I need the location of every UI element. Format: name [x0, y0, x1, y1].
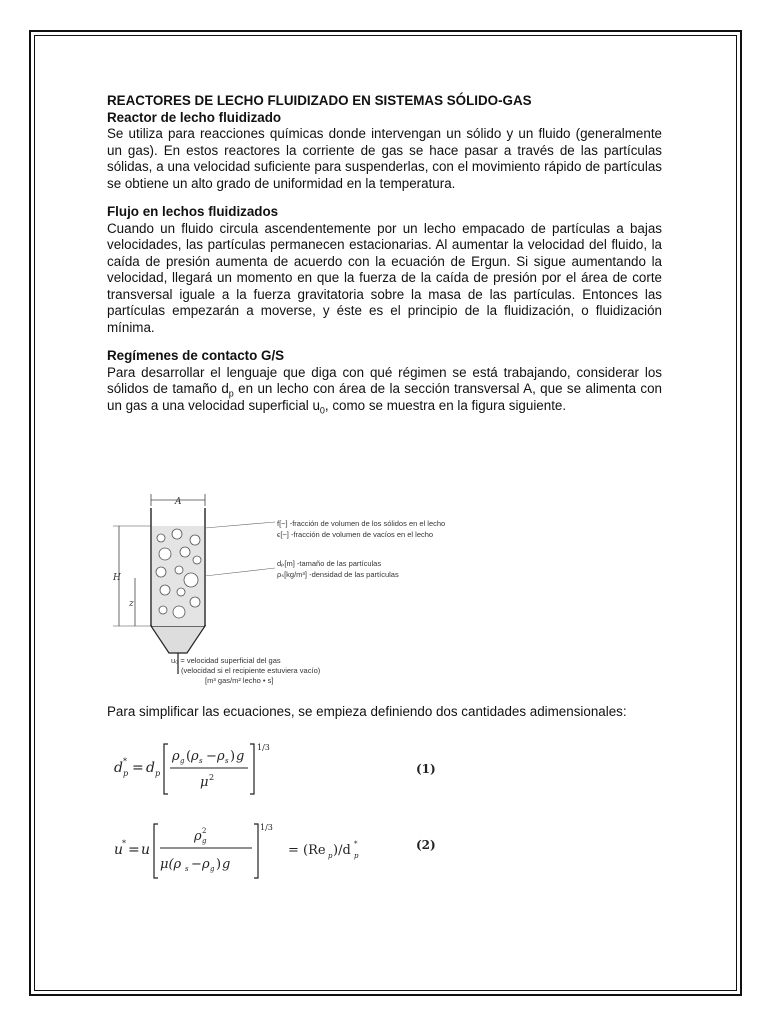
- section-heading-flujo: Flujo en lechos fluidizados: [107, 204, 279, 219]
- svg-text:2: 2: [209, 773, 215, 782]
- equation-2-number: (2): [416, 838, 436, 852]
- eq2-rhs-b: )/d: [333, 843, 351, 858]
- label-H: H: [113, 573, 121, 583]
- svg-text:u: u: [114, 842, 124, 858]
- label-z: z: [129, 599, 134, 609]
- regimenes-text-a: Para desarrollar el lenguaje que diga con qué régimen se está trabajando, considerar los sólidos de tamaño d: [107, 364, 662, 396]
- paragraph-regimenes: [107, 365, 662, 415]
- svg-text:s: s: [225, 757, 229, 765]
- svg-text:*: *: [354, 840, 358, 848]
- label-rho: ρₛ[kg/m³] -densidad de las partículas: [277, 570, 399, 579]
- svg-text:ρ: ρ: [172, 749, 180, 764]
- svg-text:*: *: [122, 839, 126, 848]
- svg-text:g: g: [236, 749, 245, 764]
- svg-text:): ): [216, 857, 222, 872]
- eq1-exponent: 1/3: [257, 743, 270, 752]
- svg-text:=: =: [132, 760, 144, 776]
- paragraph-simplificar: Para simplificar las ecuaciones, se empieza definiendo dos cantidades adimensionales:: [107, 704, 627, 719]
- document-body: [107, 93, 662, 426]
- document-title: REACTORES DE LECHO FLUIDIZADO EN SISTEMAS SÓLIDO-GAS: [107, 93, 532, 108]
- fluidized-bed-figure: [105, 488, 446, 688]
- svg-text:p: p: [354, 852, 359, 860]
- svg-text:ρ: ρ: [194, 829, 202, 844]
- svg-text:d: d: [146, 760, 155, 776]
- svg-text:*: *: [123, 757, 127, 766]
- svg-text:(: (: [186, 749, 192, 764]
- svg-text:): ): [230, 749, 236, 764]
- label-eps: ϵ[−] -fracción de volumen de vacíos en el lecho: [277, 530, 434, 539]
- svg-text:g: g: [180, 757, 185, 765]
- svg-text:ρ: ρ: [202, 857, 210, 872]
- section-heading-regimenes: Regímenes de contacto G/S: [107, 348, 285, 363]
- svg-text:−: −: [206, 749, 217, 764]
- svg-text:p: p: [123, 769, 129, 778]
- subscript-0: 0: [319, 405, 325, 416]
- svg-text:=: =: [128, 842, 140, 858]
- svg-text:μ: μ: [200, 775, 209, 790]
- svg-text:s: s: [199, 757, 203, 765]
- svg-text:g: g: [222, 857, 231, 872]
- label-u0: u₀ = velocidad superficial del gas: [171, 656, 281, 665]
- equation-1-number: (1): [416, 762, 436, 776]
- svg-text:2: 2: [202, 827, 207, 835]
- paragraph-flujo: Cuando un fluido circula ascendentemente por un lecho empacado de partículas a bajas velocidades, las partículas permanecen estacionarias. Al aumentar la velocidad del fluido, la caída de presión aumenta de acuerdo con la ecuación de Ergun. Si sigue aumentando la velocidad, llegará un momento en que la fuerza de la caída de presión por el área de corte transversal iguale a la fuerza gravitatoria sobre la masa de las partículas. Entonces las partículas empezarán a moverse, y éste es el principio de la fluidización, o fluidización mínima.: [107, 220, 662, 335]
- svg-text:ρ: ρ: [191, 749, 199, 764]
- svg-text:−: −: [191, 857, 202, 872]
- svg-text:u: u: [141, 842, 151, 858]
- paragraph-reactor: Se utiliza para reacciones químicas donde intervengan un sólido y un fluido (generalmente un gas). En estos reactores la corriente de gas se hace pasar a través de las partículas sólidas, a una velocidad suficiente para suspenderlas, con el movimiento rápido de partículas se obtiene un alto grado de uniformidad en la temperatura.: [107, 126, 662, 191]
- svg-text:s: s: [185, 865, 189, 873]
- regimenes-text-c: , como se muestra en la figura siguiente.: [324, 397, 567, 413]
- svg-text:p: p: [328, 852, 333, 860]
- eq2-rhs: = (Re: [288, 843, 326, 858]
- label-A: A: [175, 497, 182, 507]
- label-f: f[−] -fracción de volumen de los sólidos en el lecho: [277, 519, 446, 528]
- svg-text:d: d: [114, 760, 123, 776]
- subscript-p: p: [228, 388, 234, 399]
- equation-1-graphic: [112, 738, 292, 798]
- label-dp: dₚ[m] -tamaño de las partículas: [277, 559, 382, 568]
- regimenes-text-b: en un lecho con área de la sección transversal A, que se alimenta con un gas a una velocidad superficial u: [107, 381, 662, 413]
- label-units: [m³ gas/m² lecho • s]: [205, 676, 274, 685]
- svg-text:p: p: [155, 769, 161, 778]
- svg-text:μ(ρ: μ(ρ: [160, 857, 182, 872]
- svg-text:g: g: [210, 865, 215, 873]
- svg-text:ρ: ρ: [217, 749, 225, 764]
- label-u0-note: (velocidad si el recipiente estuviera vacío): [181, 666, 321, 675]
- eq2-exponent: 1/3: [260, 823, 273, 832]
- equation-2-graphic: [112, 818, 372, 884]
- svg-text:g: g: [202, 837, 207, 845]
- section-heading-reactor: Reactor de lecho fluidizado: [107, 109, 282, 125]
